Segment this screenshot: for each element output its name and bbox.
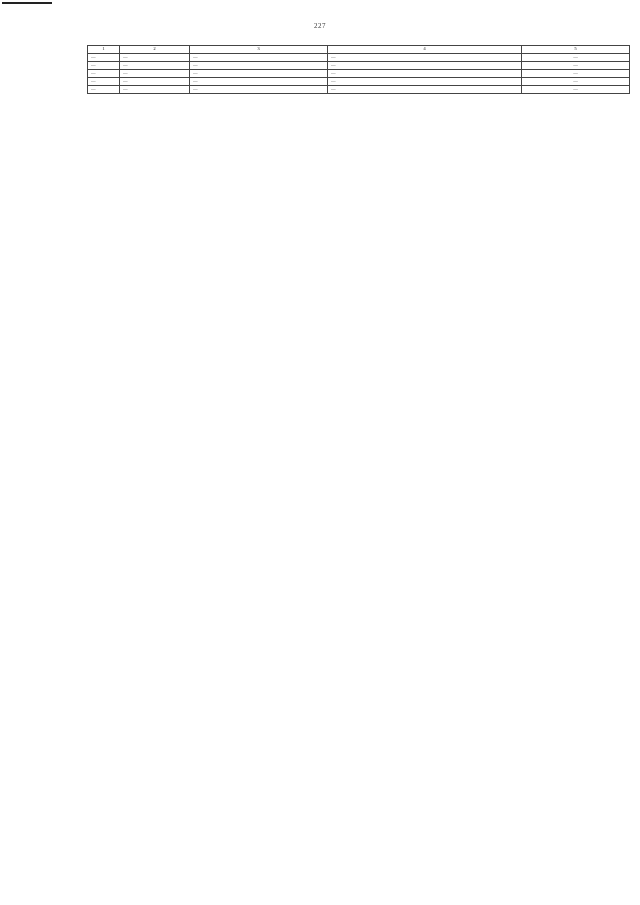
table-header-row: [88, 46, 630, 54]
cell-work-type: —: [328, 77, 522, 85]
cell-period: —: [522, 69, 630, 77]
cell-city: —: [120, 85, 190, 93]
cell-city: —: [120, 53, 190, 61]
cell-work-type: —: [328, 53, 522, 61]
cell-row-number: —: [88, 53, 120, 61]
header-col-4: 4: [328, 46, 522, 54]
table-row: [88, 85, 630, 93]
cell-period: —: [522, 85, 630, 93]
header-col-2: 2: [120, 46, 190, 54]
header-col-3: 3: [190, 46, 328, 54]
cell-address: —: [190, 61, 328, 69]
cell-row-number: —: [88, 69, 120, 77]
cell-work-type: —: [328, 85, 522, 93]
table-row: [88, 77, 630, 85]
header-col-1: 1: [88, 46, 120, 54]
top-rule: [2, 2, 52, 4]
cell-city: —: [120, 69, 190, 77]
cell-address: —: [190, 69, 328, 77]
cell-address: —: [190, 85, 328, 93]
cell-row-number: —: [88, 77, 120, 85]
cell-work-type: —: [328, 69, 522, 77]
table-row: [88, 69, 630, 77]
cell-period: —: [522, 53, 630, 61]
table-body: [88, 53, 630, 93]
cell-row-number: —: [88, 61, 120, 69]
cell-period: —: [522, 61, 630, 69]
page-number: 227: [314, 22, 326, 30]
cell-address: —: [190, 53, 328, 61]
cell-address: —: [190, 77, 328, 85]
cell-work-type: —: [328, 61, 522, 69]
cell-row-number: —: [88, 85, 120, 93]
table-row: [88, 53, 630, 61]
cell-city: —: [120, 77, 190, 85]
cell-city: —: [120, 61, 190, 69]
cell-period: —: [522, 77, 630, 85]
document-table: [87, 45, 630, 94]
table-row: [88, 61, 630, 69]
header-col-5: 5: [522, 46, 630, 54]
